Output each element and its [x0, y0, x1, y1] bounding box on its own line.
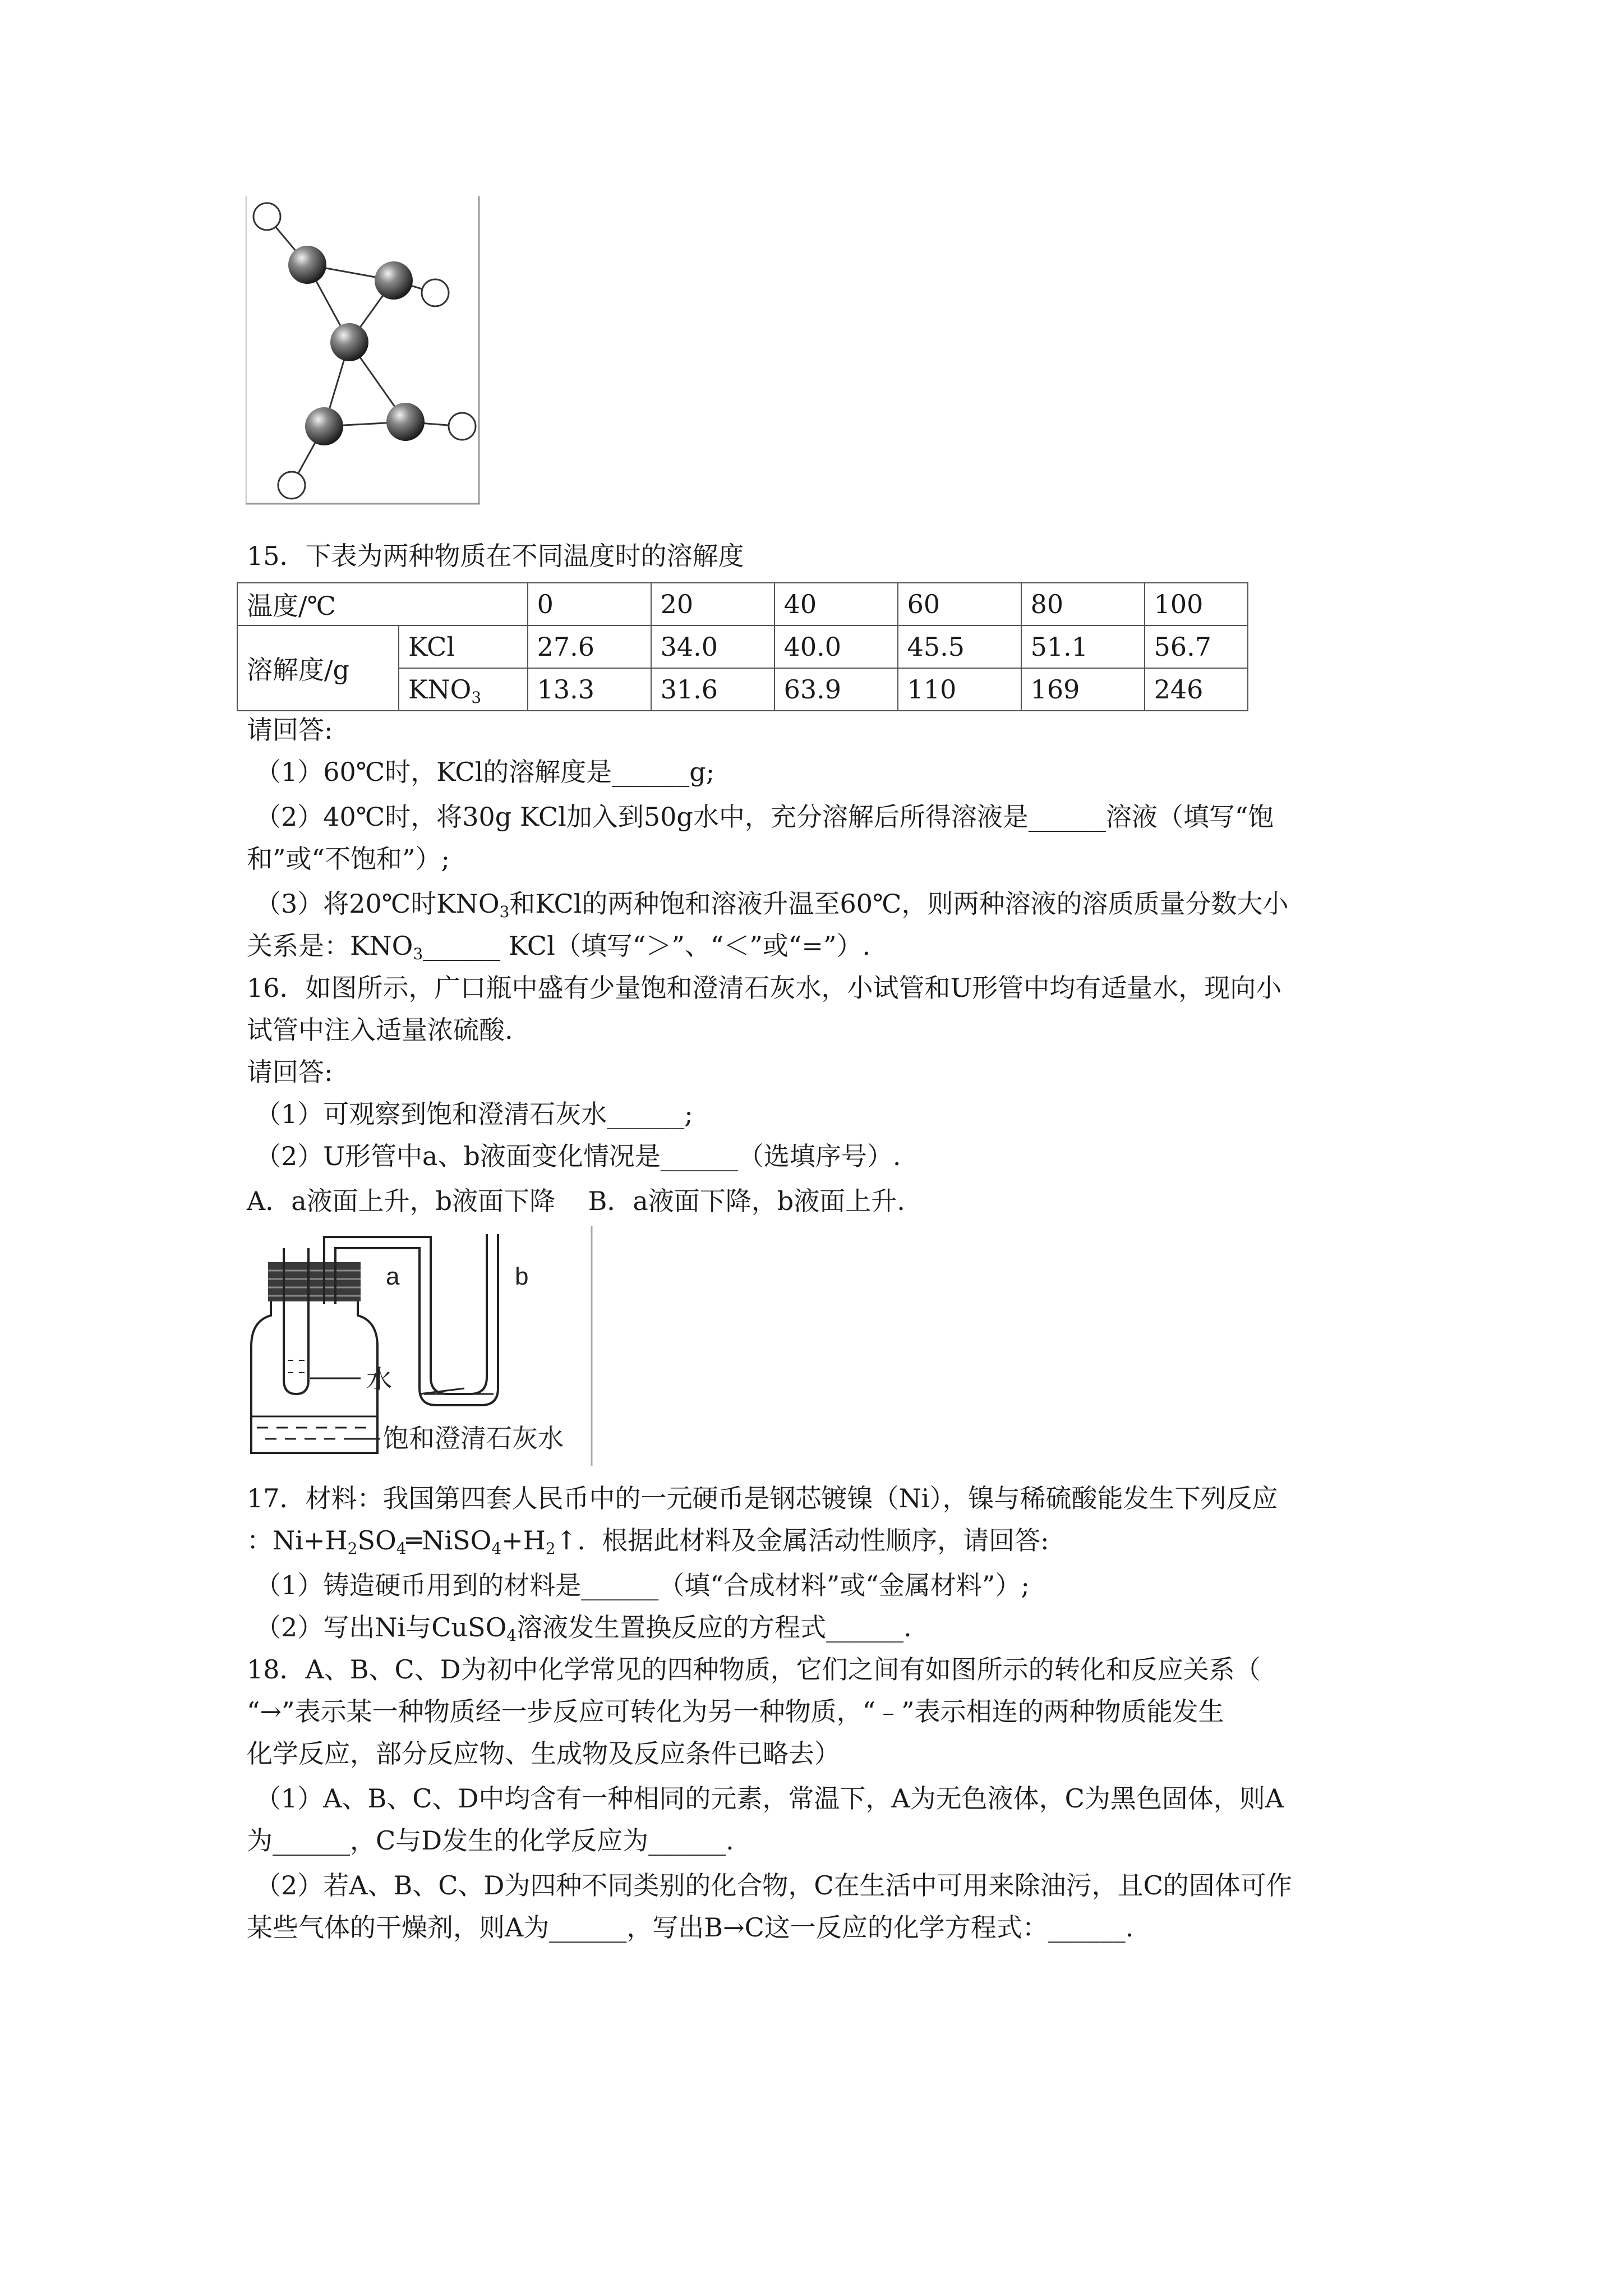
table-cell: 56.7 — [1145, 625, 1248, 668]
q18-line3: 化学反应，部分反应物、生成物及反应条件已略去） — [247, 1738, 840, 1769]
table-cell: 51.1 — [1021, 625, 1145, 668]
table-cell: 110 — [898, 668, 1021, 711]
table-cell: 0 — [528, 583, 651, 625]
q15-part3-line2 — [247, 928, 870, 963]
q16-part2: （2）U形管中a、b液面变化情况是______（选填序号）. — [255, 1141, 901, 1171]
table-cell: 13.3 — [528, 668, 651, 711]
q17-line1: 17．材料：我国第四套人民币中的一元硬币是钢芯镀镍（Ni），镍与稀硫酸能发生下列反应 — [247, 1483, 1278, 1513]
table-row — [237, 625, 1248, 668]
subscript: 4 — [491, 1539, 502, 1558]
q18-line1: 18．A、B、C、D为初中化学常见的四种物质，它们之间有如图所示的转化和反应关系（ — [247, 1654, 1261, 1685]
table-header-label: 温度/℃ — [237, 583, 528, 625]
text-span: +H — [501, 1525, 546, 1556]
q16-line1: 16．如图所示，广口瓶中盛有少量饱和澄清石灰水，小试管和U形管中均有适量水，现向小 — [247, 973, 1282, 1003]
table-cell: 20 — [651, 583, 774, 625]
text-span: ↑. 根据此材料及金属活动性顺序，请回答: — [555, 1525, 1049, 1556]
q16-prompt: 请回答: — [247, 1057, 333, 1087]
table-cell: 40 — [774, 583, 898, 625]
subscript: 2 — [545, 1539, 556, 1558]
q17-part2 — [255, 1610, 912, 1645]
q16-options: A．a液面上升，b液面下降 B．a液面下降，b液面上升. — [247, 1186, 905, 1216]
q15-part2-line1: （2）40℃时，将30g KCl加入到50g水中，充分溶解后所得溶液是______溶液（填写“饱 — [255, 802, 1274, 832]
q16-line2: 试管中注入适量浓硫酸. — [247, 1015, 513, 1045]
table-cell: 80 — [1021, 583, 1145, 625]
q15-part2-line2: 和”或“不饱和”）; — [247, 844, 450, 874]
label-a: a — [386, 1263, 400, 1290]
table-cell: 246 — [1145, 668, 1248, 711]
text-span: （3）将20℃时KNO — [255, 889, 500, 919]
text-span: ═NiSO — [406, 1525, 492, 1556]
q15-prompt: 请回答: — [247, 715, 333, 745]
subscript: 3 — [471, 688, 482, 707]
table-cell: 45.5 — [898, 625, 1021, 668]
table-cell — [399, 668, 528, 711]
text-span: 和KCl的两种饱和溶液升温至60℃，则两种溶液的溶质质量分数大小 — [509, 889, 1289, 919]
q16-part1: （1）可观察到饱和澄清石灰水______; — [255, 1099, 693, 1129]
solubility-table — [237, 582, 1248, 711]
q15-title: 15．下表为两种物质在不同温度时的溶解度 — [247, 541, 744, 571]
formula-text: KNO — [408, 674, 472, 705]
q15-part1: （1）60℃时，KCl的溶解度是______g; — [255, 757, 715, 787]
text-span: 溶液发生置换反应的方程式______. — [517, 1612, 912, 1642]
text-span: SO — [357, 1525, 396, 1556]
text-span: 关系是：KNO — [247, 931, 413, 961]
subscript: 4 — [506, 1626, 517, 1645]
q17-line2 — [247, 1523, 1049, 1558]
q18-part2-line1: （2）若A、B、C、D为四种不同类别的化合物，C在生活中可用来除油污，且C的固体可作 — [255, 1870, 1292, 1901]
table-cell: KCl — [399, 625, 528, 668]
table-cell: 27.6 — [528, 625, 651, 668]
table-cell: 169 — [1021, 668, 1145, 711]
table-cell: 63.9 — [774, 668, 898, 711]
q17-part1: （1）铸造硬币用到的材料是______（填“合成材料”或“金属材料”）; — [255, 1570, 1030, 1600]
label-water: 水 — [366, 1364, 392, 1395]
table-cell: 100 — [1145, 583, 1248, 625]
label-lime-water: 饱和澄清石灰水 — [383, 1423, 564, 1453]
molecule-figure — [246, 196, 481, 505]
table-cell: 60 — [898, 583, 1021, 625]
q15-part3-line1 — [255, 886, 1288, 921]
subscript: 3 — [413, 945, 423, 963]
q18-part2-line2: 某些气体的干燥剂，则A为______，写出B→C这一反应的化学方程式：______. — [247, 1912, 1134, 1943]
text-span: ______ KCl（填写“＞”、“＜”或“=”）. — [423, 931, 871, 961]
text-span: ：Ni+H — [247, 1525, 348, 1556]
table-cell: 40.0 — [774, 625, 898, 668]
table-row — [237, 583, 1248, 625]
subscript: 2 — [347, 1539, 358, 1558]
label-b: b — [515, 1263, 529, 1290]
q18-part1-line2: 为______，C与D发生的化学反应为______. — [247, 1825, 734, 1856]
table-cell: 34.0 — [651, 625, 774, 668]
table-cell: 31.6 — [651, 668, 774, 711]
table-row-label: 溶解度/g — [237, 625, 399, 711]
text-span: （2）写出Ni与CuSO — [255, 1612, 507, 1642]
subscript: 3 — [499, 903, 510, 921]
apparatus-figure — [246, 1226, 593, 1467]
q18-part1-line1: （1）A、B、C、D中均含有一种相同的元素，常温下，A为无色液体，C为黑色固体，则A — [255, 1783, 1284, 1814]
subscript: 4 — [396, 1539, 407, 1558]
q18-line2: “→”表示某一种物质经一步反应可转化为另一种物质，“﹣”表示相连的两种物质能发生 — [247, 1696, 1224, 1727]
